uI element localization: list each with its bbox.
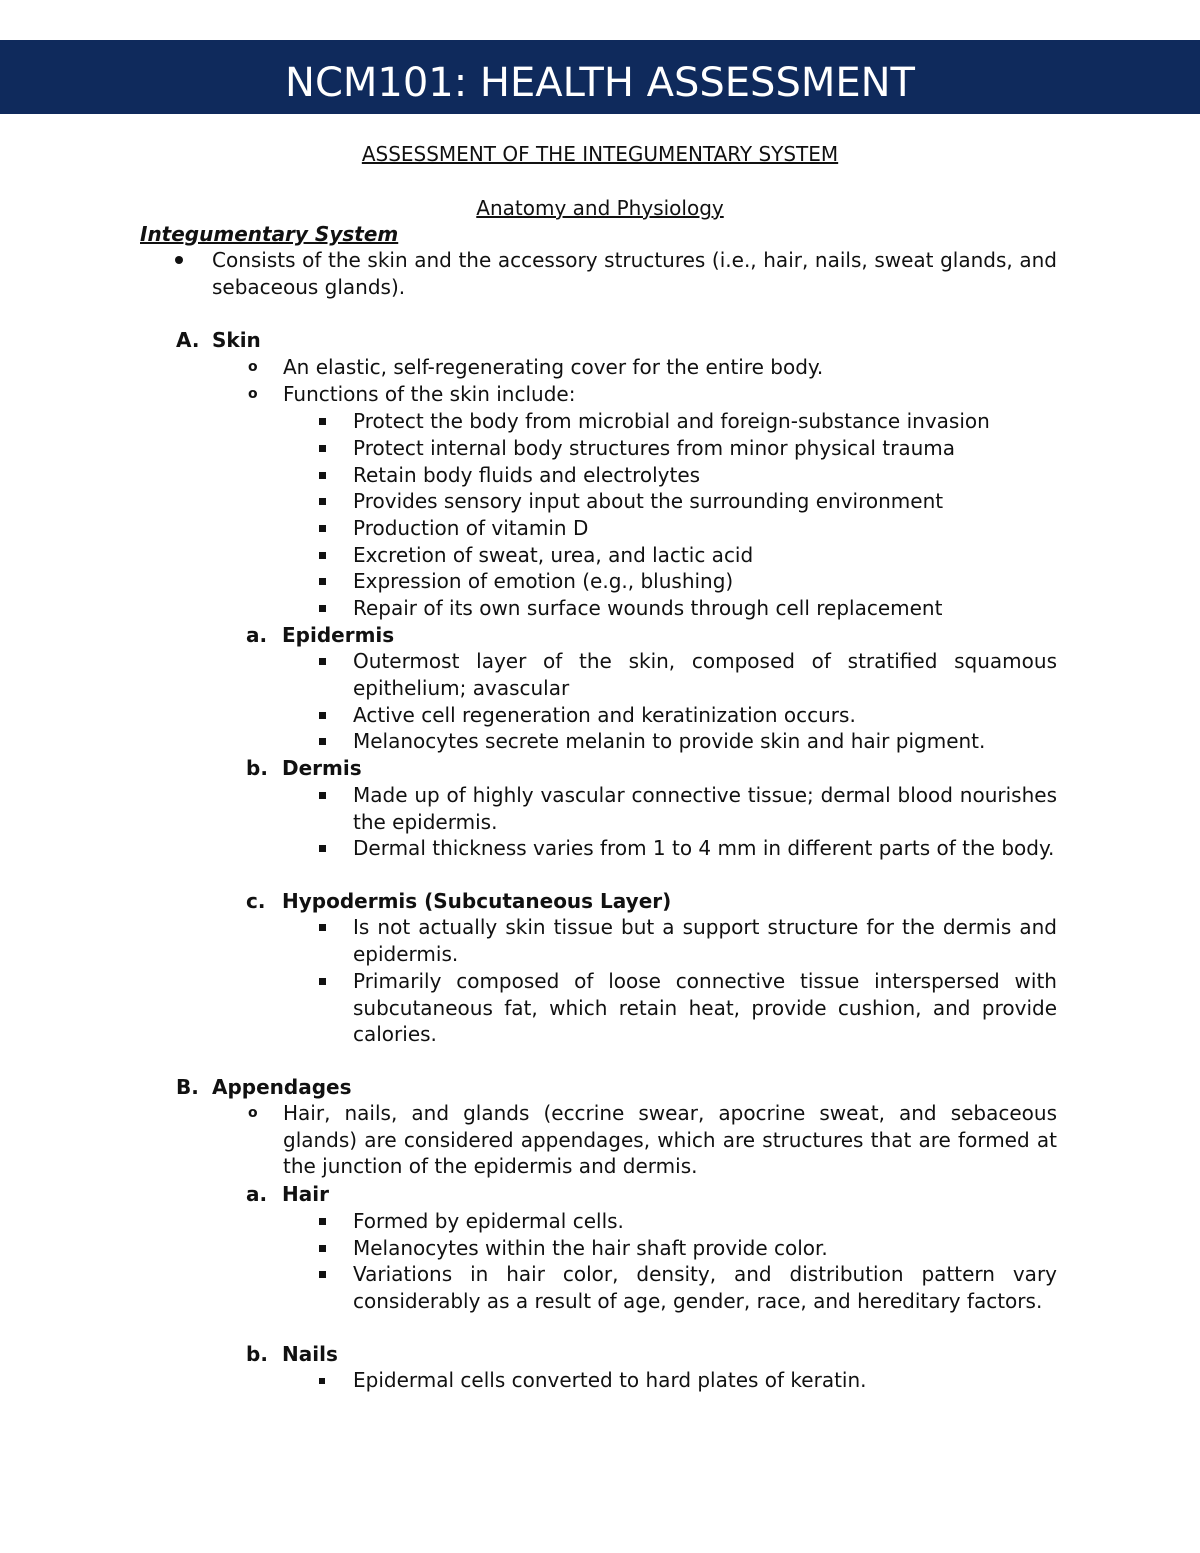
subsection-hair-heading: a. Hair bbox=[246, 1182, 329, 1206]
square-bullet-icon bbox=[319, 445, 326, 452]
square-bullet-icon bbox=[319, 792, 326, 799]
subsection-dermis-heading: b. Dermis bbox=[246, 756, 362, 780]
hypodermis-item: Primarily composed of loose connective tissue interspersed with subcutaneous fat, which retain heat, provide cushion, and provide calories. bbox=[353, 968, 1057, 1048]
skin-function-item: Repair of its own surface wounds through cell replacement bbox=[353, 595, 1057, 622]
epidermis-item: Melanocytes secrete melanin to provide skin and hair pigment. bbox=[353, 728, 1057, 755]
system-title: Integumentary System bbox=[140, 222, 399, 246]
subsection-epidermis-heading: a. Epidermis bbox=[246, 623, 395, 647]
square-bullet-icon bbox=[319, 525, 326, 532]
square-bullet-icon bbox=[319, 1218, 326, 1225]
dermis-item: Dermal thickness varies from 1 to 4 mm in different parts of the body. bbox=[353, 835, 1057, 862]
skin-function-item: Excretion of sweat, urea, and lactic acid bbox=[353, 542, 1057, 569]
nails-item: Epidermal cells converted to hard plates of keratin. bbox=[353, 1367, 1057, 1394]
hair-item: Formed by epidermal cells. bbox=[353, 1208, 1057, 1235]
square-bullet-icon bbox=[319, 418, 326, 425]
hair-item: Melanocytes within the hair shaft provide color. bbox=[353, 1235, 1057, 1262]
square-bullet-icon bbox=[319, 978, 326, 985]
square-bullet-icon bbox=[319, 845, 326, 852]
epidermis-item: Outermost layer of the skin, composed of stratified squamous epithelium; avascular bbox=[353, 648, 1057, 701]
epidermis-item: Active cell regeneration and keratinization occurs. bbox=[353, 702, 1057, 729]
appendages-point: o Hair, nails, and glands (eccrine swear, apocrine sweat, and sebaceous glands) are considered appendages, which are structures that are formed at the junction of the epidermis and dermis. bbox=[248, 1101, 1057, 1179]
square-bullet-icon bbox=[319, 712, 326, 719]
bullet-dot-icon bbox=[175, 256, 183, 264]
skin-function-item: Production of vitamin D bbox=[353, 515, 1057, 542]
skin-function-item: Provides sensory input about the surrounding environment bbox=[353, 488, 1057, 515]
skin-function-item: Expression of emotion (e.g., blushing) bbox=[353, 568, 1057, 595]
subsection-nails-heading: b. Nails bbox=[246, 1342, 338, 1366]
square-bullet-icon bbox=[319, 578, 326, 585]
square-bullet-icon bbox=[319, 605, 326, 612]
dermis-item: Made up of highly vascular connective tissue; dermal blood nourishes the epidermis. bbox=[353, 782, 1057, 835]
skin-function-item: Protect the body from microbial and foreign-substance invasion bbox=[353, 408, 1057, 435]
main-heading: ASSESSMENT OF THE INTEGUMENTARY SYSTEM bbox=[361, 142, 839, 166]
square-bullet-icon bbox=[319, 658, 326, 665]
section-skin-heading: A. Skin bbox=[176, 328, 261, 352]
square-bullet-icon bbox=[319, 552, 326, 559]
skin-function-item: Protect internal body structures from minor physical trauma bbox=[353, 435, 1057, 462]
square-bullet-icon bbox=[319, 498, 326, 505]
square-bullet-icon bbox=[319, 1271, 326, 1278]
square-bullet-icon bbox=[319, 1378, 325, 1384]
system-bullet-item: Consists of the skin and the accessory structures (i.e., hair, nails, sweat glands, and sebaceous glands). bbox=[212, 247, 1057, 300]
square-bullet-icon bbox=[319, 738, 326, 745]
sub-heading: Anatomy and Physiology bbox=[476, 196, 724, 220]
hypodermis-item: Is not actually skin tissue but a support structure for the dermis and epidermis. bbox=[353, 914, 1057, 967]
page-header-banner bbox=[0, 40, 1200, 114]
hair-item: Variations in hair color, density, and distribution pattern vary considerably as a result of age, gender, race, and hereditary factors. bbox=[353, 1261, 1057, 1314]
section-appendages-heading: B. Appendages bbox=[176, 1075, 352, 1099]
skin-point: o An elastic, self-regenerating cover for the entire body. bbox=[248, 355, 824, 379]
square-bullet-icon bbox=[319, 472, 326, 479]
square-bullet-icon bbox=[319, 1245, 326, 1252]
skin-function-item: Retain body fluids and electrolytes bbox=[353, 462, 1057, 489]
subsection-hypodermis-heading: c. Hypodermis (Subcutaneous Layer) bbox=[246, 889, 672, 913]
header-title: NCM101: HEALTH ASSESSMENT bbox=[285, 60, 915, 106]
skin-point: o Functions of the skin include: bbox=[248, 382, 576, 406]
square-bullet-icon bbox=[319, 924, 326, 931]
